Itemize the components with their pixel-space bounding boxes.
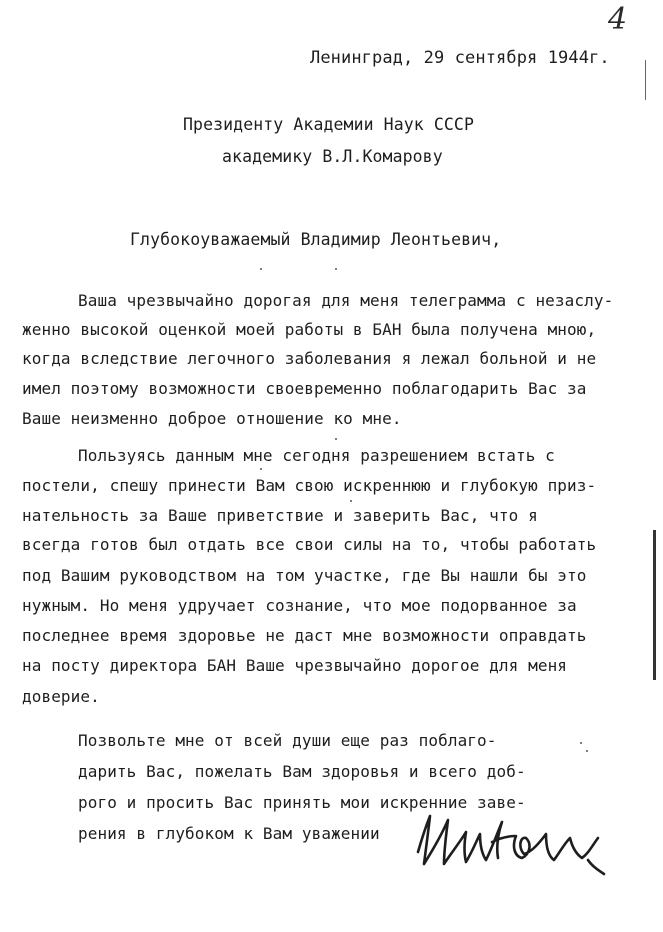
- body-line: женно высокой оценкой моей работы в БАН была получена мною,: [22, 320, 597, 339]
- date-line: Ленинград, 29 сентября 1944г.: [310, 48, 610, 68]
- body-line: Ваша чрезвычайно дорогая для меня телеграмма с незаслу-: [78, 291, 614, 310]
- body-line: имел поэтому возможности своевременно поблагодарить Вас за: [22, 379, 587, 398]
- body-line: нужным. Но меня удручает сознание, что мое подорванное за: [22, 596, 577, 615]
- scan-speck: [586, 750, 588, 752]
- scan-speck: [260, 468, 262, 470]
- body-line: на посту директора БАН Ваше чрезвычайно дорогое для меня: [22, 656, 568, 675]
- body-line: последнее время здоровье не даст мне возможности оправдать: [22, 626, 587, 645]
- body-line: под Вашим руководством на том участке, где Вы нашли бы это: [22, 566, 587, 585]
- scan-speck: [350, 500, 352, 502]
- salutation: Глубокоуважаемый Владимир Леонтьевич,: [130, 230, 502, 249]
- scan-edge-mark: [645, 60, 646, 100]
- closing-line: дарить Вас, пожелать Вам здоровья и всего доб-: [78, 762, 526, 781]
- addressee-line-1: Президенту Академии Наук СССР: [183, 115, 474, 134]
- scan-speck: [580, 742, 582, 744]
- closing-line: Позвольте мне от всей души еще раз поблаго-: [78, 731, 497, 750]
- body-line: постели, спешу принести Вам свою искреннюю и глубокую приз-: [22, 476, 597, 495]
- closing-line: рения в глубоком к Вам уважении: [78, 824, 380, 843]
- scan-speck: [335, 268, 337, 270]
- handwritten-signature: [412, 808, 608, 878]
- body-line: всегда готов был отдать все свои силы на то, чтобы работать: [22, 535, 597, 554]
- closing-line: рого и просить Вас принять мои искренние заве-: [78, 793, 526, 812]
- body-line: нательность за Ваше приветствие и заверить Вас, что я: [22, 506, 538, 525]
- scan-edge-mark: [653, 530, 656, 680]
- body-line: доверие.: [22, 687, 100, 706]
- body-line: Ваше неизменно доброе отношение ко мне.: [22, 409, 402, 428]
- page-number: 4: [608, 2, 628, 37]
- body-line: Пользуясь данным мне сегодня разрешением встать с: [78, 446, 555, 465]
- scan-speck: [260, 268, 262, 270]
- scan-speck: [335, 438, 337, 440]
- body-line: когда вследствие легочного заболевания я лежал больной и не: [22, 349, 597, 368]
- addressee-line-2: академику В.Л.Комарову: [222, 147, 443, 166]
